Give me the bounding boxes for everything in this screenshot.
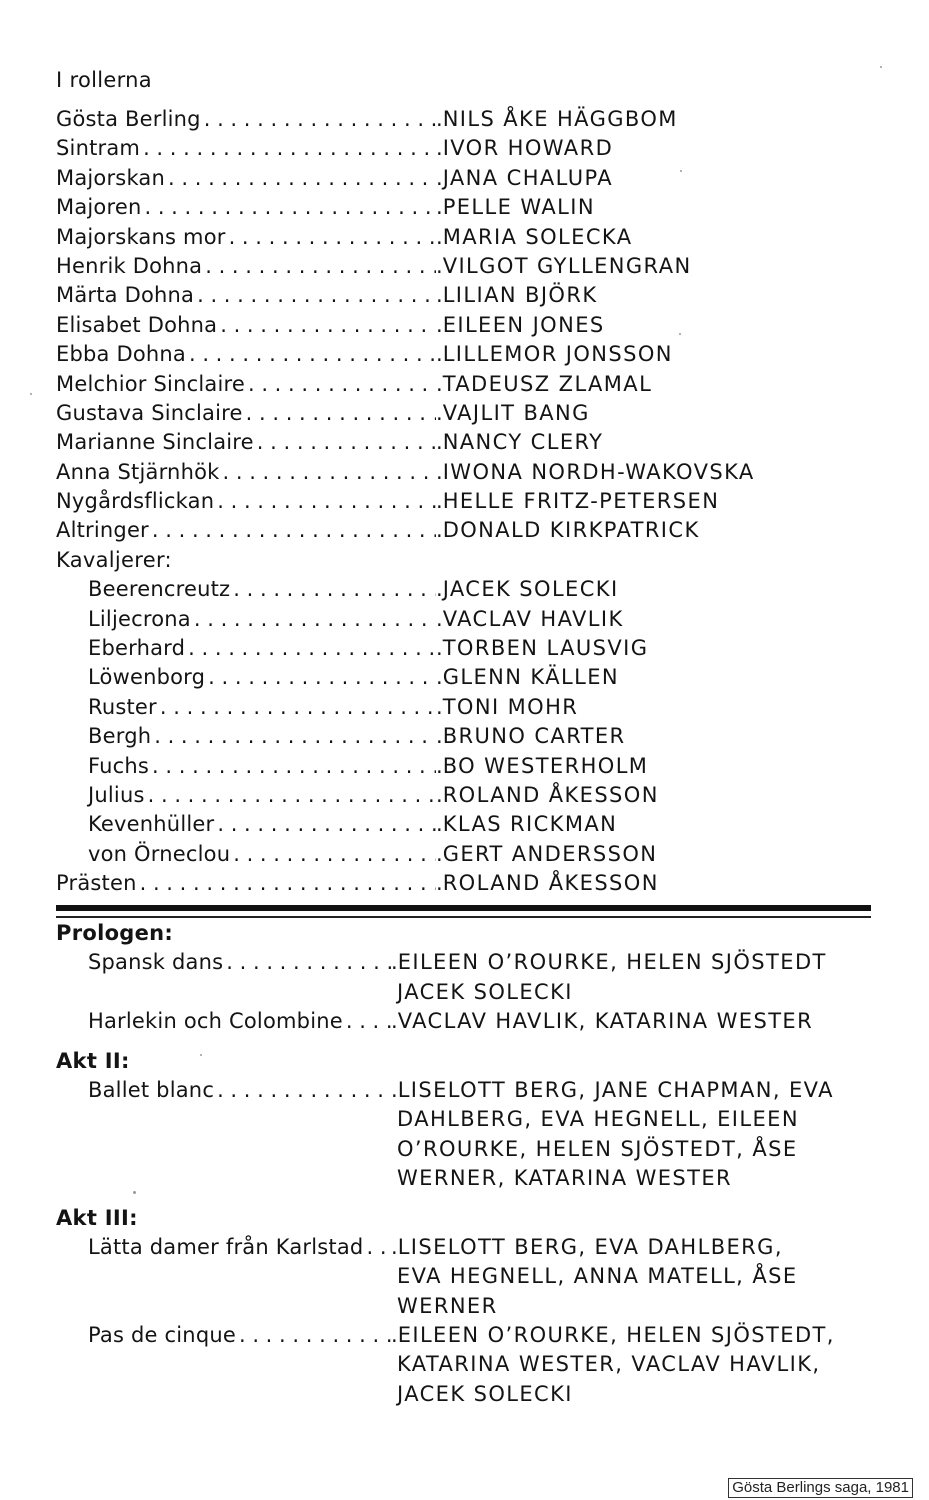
role-name: Marianne Sinclaire xyxy=(56,430,254,455)
kavaljerer-label: Kavaljerer: xyxy=(56,547,172,572)
role-name: Henrik Dohna xyxy=(56,253,203,278)
role-name: Elisabet Dohna xyxy=(56,312,218,337)
dancer-line: KATARINA WESTER, VACLAV HAVLIK, xyxy=(397,1352,821,1377)
role-name: Ebba Dohna xyxy=(56,342,186,367)
performer-name: . NILS ÅKE HÄGGBOM xyxy=(436,105,678,134)
role-name: Beerencreutz xyxy=(88,577,231,602)
performer-name: . JANA CHALUPA xyxy=(436,164,613,193)
cast-row xyxy=(56,693,876,722)
dot-leader xyxy=(145,781,436,810)
cast-row xyxy=(56,487,876,516)
dot-leader xyxy=(205,663,436,692)
dot-leader xyxy=(230,840,436,869)
role-name: von Örneclou xyxy=(88,841,231,866)
performer-name: . GERT ANDERSSON xyxy=(436,840,657,869)
role-name: Majoren xyxy=(56,195,142,220)
image-caption: Gösta Berlings saga, 1981 xyxy=(728,1478,913,1498)
cast-row xyxy=(56,458,876,487)
dance-name: Lätta damer från Karlstad xyxy=(88,1234,364,1259)
dot-leader xyxy=(243,399,436,428)
cast-row xyxy=(56,781,876,810)
performer-name: . VAJLIT BANG xyxy=(436,399,590,428)
dancer-line: O’ROURKE, HELEN SJÖSTEDT, ÅSE xyxy=(397,1136,798,1161)
dance-name: Harlekin och Colombine xyxy=(88,1009,343,1034)
dot-leader xyxy=(141,193,436,222)
role-name: Märta Dohna xyxy=(56,283,195,308)
cast-row xyxy=(56,105,876,134)
role-name: Julius xyxy=(88,782,145,807)
dancer-line: EVA HEGNELL, ANNA MATELL, ÅSE xyxy=(397,1264,798,1289)
role-name: Nygårdsflickan xyxy=(56,489,215,514)
section-title: Prologen: xyxy=(56,921,174,945)
role-name: Prästen xyxy=(56,871,137,896)
dancer-line: . VACLAV HAVLIK, KATARINA WESTER xyxy=(391,1007,861,1036)
section-title: Akt III: xyxy=(56,1205,138,1230)
dot-leader xyxy=(214,1076,391,1105)
dance-entry xyxy=(56,948,896,1007)
performer-name: . VACLAV HAVLIK xyxy=(436,605,624,634)
dance-entry xyxy=(56,1007,896,1036)
performer-name: . BO WESTERHOLM xyxy=(436,752,648,781)
dancer-names xyxy=(391,1007,861,1036)
performer-name: . TORBEN LAUSVIG xyxy=(436,634,648,663)
section-divider-thin xyxy=(56,916,871,918)
dot-leader xyxy=(194,281,436,310)
dance-entry xyxy=(56,1233,896,1321)
cast-row xyxy=(56,164,876,193)
performer-name: . TADEUSZ ZLAMAL xyxy=(436,370,652,399)
dance-name: Ballet blanc xyxy=(88,1077,215,1102)
cast-row xyxy=(56,223,876,252)
cast-row xyxy=(56,134,876,163)
role-name: Majorskan xyxy=(56,165,166,190)
dot-leader xyxy=(201,105,436,134)
dance-list xyxy=(56,919,896,1409)
performer-name: . LILIAN BJÖRK xyxy=(436,281,598,310)
performer-name: . TONI MOHR xyxy=(436,693,578,722)
dancer-names xyxy=(391,1321,861,1409)
dot-leader xyxy=(220,458,437,487)
dot-leader xyxy=(165,164,436,193)
section-divider-thick xyxy=(56,905,871,911)
dot-leader xyxy=(202,252,436,281)
cast-row xyxy=(56,634,876,663)
role-name: Gösta Berling xyxy=(56,107,201,131)
cast-row xyxy=(56,252,876,281)
dancer-line: DAHLBERG, EVA HEGNELL, EILEEN xyxy=(397,1107,799,1132)
role-name: Altringer xyxy=(56,518,149,543)
role-name: Majorskans mor xyxy=(56,224,226,249)
dot-leader xyxy=(254,428,436,457)
cast-row xyxy=(56,752,876,781)
dancer-line: JACEK SOLECKI xyxy=(397,1381,573,1406)
cast-row xyxy=(56,193,876,222)
dancer-line: WERNER xyxy=(397,1293,498,1318)
dot-leader xyxy=(157,693,436,722)
dancer-names xyxy=(391,1233,861,1321)
role-name: Bergh xyxy=(88,724,152,749)
cast-row xyxy=(56,399,876,428)
role-name: Löwenborg xyxy=(88,665,206,690)
dot-leader xyxy=(191,605,436,634)
dot-leader xyxy=(151,722,436,751)
performer-name: . JACEK SOLECKI xyxy=(436,575,619,604)
dance-entry xyxy=(56,1076,896,1194)
performer-name: . MARIA SOLECKA xyxy=(436,223,632,252)
dance-entry xyxy=(56,1321,896,1409)
cast-row xyxy=(56,428,876,457)
dot-leader xyxy=(363,1233,391,1262)
section-title: Akt II: xyxy=(56,1048,130,1073)
cast-row xyxy=(56,869,876,898)
cast-row xyxy=(56,810,876,839)
cast-row xyxy=(56,722,876,751)
cast-row xyxy=(56,605,876,634)
dot-leader xyxy=(223,948,391,977)
dancer-line: . LISELOTT BERG, EVA DAHLBERG, xyxy=(391,1233,861,1262)
dancer-line: . LISELOTT BERG, JANE CHAPMAN, EVA xyxy=(391,1076,861,1105)
cast-row xyxy=(56,516,876,545)
dancer-line: . EILEEN O’ROURKE, HELEN SJÖSTEDT xyxy=(391,948,861,977)
performer-name: . NANCY CLERY xyxy=(436,428,603,457)
role-name: Ruster xyxy=(88,694,157,719)
performer-name: . VILGOT GYLLENGRAN xyxy=(436,252,692,281)
dot-leader xyxy=(343,1007,391,1036)
role-name: Sintram xyxy=(56,136,141,161)
dot-leader xyxy=(186,340,436,369)
role-name: Liljecrona xyxy=(88,606,191,631)
performer-name: . HELLE FRITZ-PETERSEN xyxy=(436,487,719,516)
role-name: Anna Stjärnhök xyxy=(56,459,220,484)
cast-row xyxy=(56,663,876,692)
role-name: Gustava Sinclaire xyxy=(56,400,243,425)
performer-name: . ROLAND ÅKESSON xyxy=(436,781,659,810)
dot-leader xyxy=(217,311,436,340)
performer-name: . IWONA NORDH-WAKOVSKA xyxy=(436,458,755,487)
role-name: Eberhard xyxy=(88,636,186,661)
cast-row xyxy=(56,311,876,340)
performer-name: . BRUNO CARTER xyxy=(436,722,626,751)
dancer-names xyxy=(391,948,861,1007)
cast-row xyxy=(56,281,876,310)
dancer-line: WERNER, KATARINA WESTER xyxy=(397,1166,733,1191)
performer-name: . LILLEMOR JONSSON xyxy=(436,340,673,369)
dancer-line: . EILEEN O’ROURKE, HELEN SJÖSTEDT, xyxy=(391,1321,861,1350)
performer-name: . EILEEN JONES xyxy=(436,311,605,340)
dot-leader xyxy=(149,752,436,781)
role-name: Fuchs xyxy=(88,753,150,778)
dance-name: Spansk dans xyxy=(88,950,224,975)
dot-leader xyxy=(137,869,436,898)
performer-name: . ROLAND ÅKESSON xyxy=(436,869,659,898)
dot-leader xyxy=(214,487,436,516)
dot-leader xyxy=(185,634,436,663)
cast-row xyxy=(56,575,876,604)
dot-leader xyxy=(245,370,436,399)
dot-leader xyxy=(214,810,436,839)
cast-row xyxy=(56,370,876,399)
dance-name: Pas de cinque xyxy=(88,1323,236,1348)
dot-leader xyxy=(236,1321,391,1350)
dot-leader xyxy=(140,134,436,163)
performer-name: . IVOR HOWARD xyxy=(436,134,613,163)
cast-row xyxy=(56,340,876,369)
performer-name: . DONALD KIRKPATRICK xyxy=(436,516,700,545)
performer-name: . KLAS RICKMAN xyxy=(436,810,617,839)
dancer-line: JACEK SOLECKI xyxy=(397,979,573,1004)
dancer-names xyxy=(391,1076,861,1194)
dot-leader xyxy=(149,516,436,545)
cast-list xyxy=(56,105,876,899)
page-heading: I rollerna xyxy=(56,68,152,92)
role-name: Kevenhüller xyxy=(88,812,215,837)
cast-row xyxy=(56,840,876,869)
role-name: Melchior Sinclaire xyxy=(56,371,245,396)
performer-name: . GLENN KÄLLEN xyxy=(436,663,619,692)
dot-leader xyxy=(226,223,436,252)
dot-leader xyxy=(230,575,436,604)
performer-name: . PELLE WALIN xyxy=(436,193,595,222)
